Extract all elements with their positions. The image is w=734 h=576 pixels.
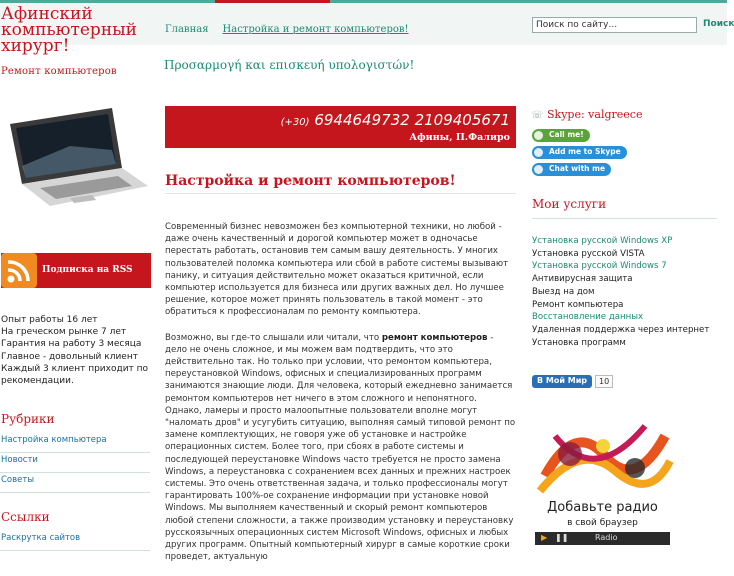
site-subtitle: Ремонт компьютеров	[1, 66, 117, 77]
service-item: Выезд на дом	[532, 286, 595, 297]
rubrics-heading: Рубрики	[1, 412, 55, 426]
services-heading: Мои услуги	[532, 197, 607, 211]
rubric-link[interactable]: Настройка компьютера	[0, 433, 150, 453]
main-nav	[165, 24, 409, 35]
radio-play-icon[interactable]: ▶	[541, 533, 548, 542]
fact-item: Главное - довольный клиент	[1, 351, 138, 362]
moimir-share	[532, 375, 613, 388]
radio-player-bar[interactable]	[535, 532, 670, 545]
article-paragraph	[165, 332, 516, 564]
service-link[interactable]: Восстановление данных	[532, 312, 644, 323]
keyword-bold: ремонт компьютеров	[381, 332, 488, 343]
city-label: Афины, П.Фалиро	[409, 132, 510, 143]
service-link[interactable]: Установка русской Windows 7	[532, 261, 667, 272]
fact-item: Каждый 3 клиент приходит по рекомендации.	[1, 363, 149, 387]
article-body	[165, 221, 516, 576]
rubric-link[interactable]: Новости	[0, 453, 150, 473]
tagline: Προσαρμογή και επισκευή υπολογιστών!	[164, 58, 415, 72]
text-run: - дело не очень сложное, и мы можем вам подтвердить, что это действительно так. Но только при условии, что ремонтом компьютера, переустановкой Windows, офисных и специализированных программ занимаются знающие люди. Для человека, который ежедневно занимается ремонтом компьютеров нет ничего в этом сложного и непонятного. Однако, ламеры и просто малоопытные пользователи вполне могут "наломать дров" и усугубить ситуацию, выполняя самый типовой ремонт по замене комплектующих, не говоря уже об установке и настройке операционных систем. Более того, при сбоях в работе системы и последующей переустановке Windows часто требуется не просто замена Windows, а переустановка с сохранением всех данных и прежних настроек системы. Это очень ответственная задача, и только профессионалы могут гарантировать 100%-ое сохранение информации при установке новой Windows. Мы выполняем качественный и скорый ремонт компьютеров любой степени сложности, а также производим установку и переустановку русскоязычных операционных систем Microsoft Windows, офисных и любых других программ. Опытный компьютерный хирург в самые короткие сроки проведет, актуальную	[165, 332, 516, 563]
phone-mobile[interactable]: 6944649732	[314, 111, 410, 129]
rubrics-list	[0, 433, 150, 493]
radio-pause-icon[interactable]: ❚❚	[555, 533, 569, 542]
services-list	[532, 235, 709, 349]
site-title[interactable]: Афинский компьютерный хирург!	[1, 4, 138, 56]
phone-numbers	[281, 111, 510, 129]
radio-subtitle: в свой браузер	[567, 518, 638, 528]
phone-landline[interactable]: 2109405671	[414, 111, 510, 129]
service-item: Установка русской VISTA	[532, 248, 645, 259]
skype-add-button[interactable]: Add me to Skype	[532, 146, 627, 159]
service-item: Установка программ	[532, 337, 626, 348]
text-run: Возможно, вы где-то слышали или читали, что	[165, 332, 382, 343]
phone-banner	[165, 106, 516, 148]
radio-widget[interactable]	[535, 416, 670, 545]
skype-contact	[531, 108, 642, 121]
fact-item: Опыт работы 16 лет	[1, 315, 98, 325]
nav-repair[interactable]: Настройка и ремонт компьютеров!	[222, 24, 409, 35]
moimir-share-button[interactable]: В Мой Мир	[532, 375, 592, 388]
nav-home[interactable]: Главная	[165, 24, 209, 35]
skype-icon: ☏	[531, 110, 544, 121]
links-heading: Ссылки	[1, 510, 50, 524]
fact-item: На греческом рынке 7 лет	[1, 327, 127, 338]
rss-label: Подписка на RSS	[42, 265, 133, 275]
skype-chat-button[interactable]: Chat with me	[532, 163, 611, 176]
search-input[interactable]	[532, 17, 697, 33]
moimir-share-count: 10	[595, 375, 613, 388]
page-title: Настройка и ремонт компьютеров!	[165, 173, 456, 189]
laptop-image	[0, 106, 150, 208]
title-divider	[165, 193, 516, 194]
service-link[interactable]: Установка русской Windows XP	[532, 236, 673, 246]
external-link[interactable]: Раскрутка сайтов	[0, 531, 150, 551]
phone-prefix: (+30)	[280, 117, 310, 128]
service-item: Удаленная поддержка через интернет	[532, 324, 710, 335]
rubric-link[interactable]: Советы	[0, 473, 150, 493]
rss-subscribe[interactable]	[1, 253, 151, 288]
search-button[interactable]: Поиск	[703, 19, 734, 29]
radio-artwork	[535, 416, 670, 500]
fact-item: Гарантия на работу 3 месяца	[1, 339, 142, 350]
skype-name: Skype: valgreece	[547, 108, 643, 121]
radio-select[interactable]: Radio	[595, 533, 618, 542]
service-item: Антивирусная защита	[532, 274, 633, 285]
article-paragraph: Современный бизнес невозможен без компьютерной техники, но любой - даже очень качественный и дорогой компьютер может в одночасье перестать работать, остановив тем самым вашу деятельность. У многих пользователей поломка компьютера или сбой в работе системы вызывают панику, и ситуация действительно может оказаться критичной, если компьютер используется для бизнеса или других важных дел. Но лучшее решение, которое может принять пользователь в такой момент - это обратиться к профессионалам по ремонту компьютера.	[165, 222, 509, 318]
services-divider	[532, 218, 717, 219]
service-item: Ремонт компьютера	[532, 299, 624, 310]
rss-icon	[1, 253, 37, 288]
skype-call-button[interactable]: Call me!	[532, 129, 590, 142]
experience-facts	[1, 314, 151, 387]
links-list	[0, 531, 150, 551]
radio-title: Добавьте радио	[547, 500, 658, 515]
